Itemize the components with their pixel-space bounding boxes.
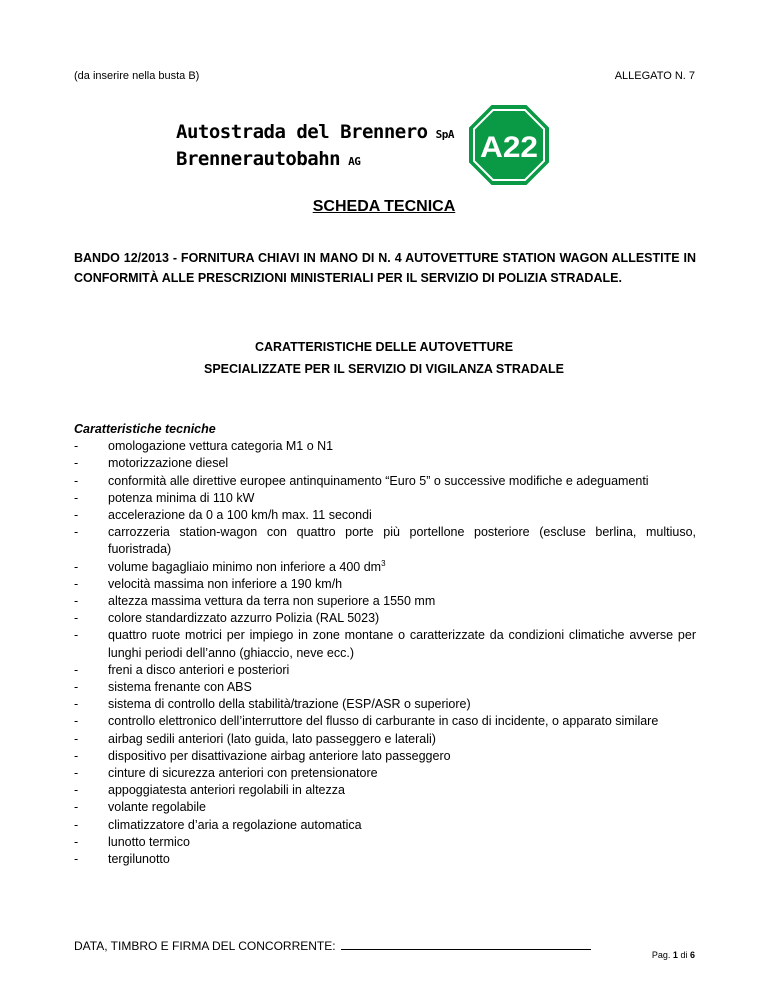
page-title: SCHEDA TECNICA	[312, 198, 456, 215]
spec-list	[74, 438, 696, 868]
spec-item	[74, 473, 696, 490]
spec-item	[74, 731, 696, 748]
spec-text: sistema di controllo della stabilità/trazione (ESP/ASR o superiore)	[108, 697, 471, 712]
spec-item	[74, 713, 696, 730]
spec-item	[74, 799, 696, 816]
spec-item	[74, 438, 696, 455]
spec-bullet: -	[74, 490, 79, 505]
technical-specs	[74, 421, 696, 868]
spec-item	[74, 576, 696, 593]
spec-bullet: -	[74, 439, 79, 454]
section-heading-line2: SPECIALIZZATE PER IL SERVIZIO DI VIGILANZA STRADALE	[204, 362, 564, 376]
spec-bullet: -	[74, 611, 79, 626]
spec-text: lunotto termico	[108, 834, 190, 849]
spec-text: velocità massima non inferiore a 190 km/h	[108, 576, 343, 591]
spec-bullet: -	[74, 628, 79, 643]
spec-text: altezza massima vettura da terra non superiore a 1550 mm	[108, 594, 436, 609]
spec-item	[74, 748, 696, 765]
page-current: 1	[672, 950, 678, 960]
spec-text: motorizzazione diesel	[108, 456, 229, 471]
logo-line-german: Brennerautobahn	[176, 148, 341, 170]
spec-bullet: -	[74, 680, 79, 695]
spec-bullet: -	[74, 852, 79, 867]
spec-bullet: -	[74, 473, 79, 488]
spec-bullet: -	[74, 576, 79, 591]
spec-text: sistema frenante con ABS	[108, 680, 252, 695]
spec-bullet: -	[74, 783, 79, 798]
page-number	[652, 950, 695, 960]
spec-text: climatizzatore d’aria a regolazione automatica	[108, 817, 362, 832]
section-heading-line1: CARATTERISTICHE DELLE AUTOVETTURE	[254, 340, 514, 354]
logo-line-italian: Autostrada del Brennero	[176, 121, 428, 143]
signature-line[interactable]	[341, 939, 591, 950]
company-logo-text	[176, 120, 454, 174]
a22-shield-icon	[468, 104, 550, 186]
spec-text: cinture di sicurezza anteriori con pretensionatore	[108, 766, 378, 781]
spec-item	[74, 679, 696, 696]
spec-item	[74, 490, 696, 507]
spec-bullet: -	[74, 525, 79, 540]
spec-text: dispositivo per disattivazione airbag anteriore lato passeggero	[108, 748, 451, 763]
spec-text: volante regolabile	[108, 800, 206, 815]
volume-unit-superscript: 3	[381, 558, 386, 568]
spec-item	[74, 851, 696, 868]
spec-text: controllo elettronico dell’interruttore del flusso di carburante in caso di incidente, o apparato similare	[108, 714, 659, 729]
logo-suffix-ag: AG	[348, 155, 361, 168]
spec-text: omologazione vettura categoria M1 o N1	[108, 439, 334, 454]
spec-item	[74, 627, 696, 661]
spec-text: volume bagagliaio minimo non inferiore a 400 $dm^3$	[108, 558, 386, 574]
header-attachment-number: ALLEGATO N. 7	[614, 70, 695, 82]
spec-text: accelerazione da 0 a 100 km/h max. 11 secondi	[108, 508, 372, 523]
spec-item	[74, 610, 696, 627]
tender-description: BANDO 12/2013 - FORNITURA CHIAVI IN MANO DI N. 4 AUTOVETTURE STATION WAGON ALLESTITE IN CONFORMITÀ ALLE PRESCRIZIONI MINISTERIALI PER IL SERVIZIO DI POLIZIA STRADALE.	[74, 251, 696, 285]
spec-item	[74, 455, 696, 472]
spec-bullet: -	[74, 508, 79, 523]
spec-bullet: -	[74, 748, 79, 763]
spec-bullet: -	[74, 817, 79, 832]
spec-bullet: -	[74, 766, 79, 781]
specs-heading: Caratteristiche tecniche	[74, 422, 216, 436]
spec-item	[74, 507, 696, 524]
spec-bullet: -	[74, 456, 79, 471]
spec-text: airbag sedili anteriori (lato guida, lato passeggero e laterali)	[108, 731, 436, 746]
spec-item	[74, 782, 696, 799]
spec-bullet: -	[74, 800, 79, 815]
spec-text: colore standardizzato azzurro Polizia (RAL 5023)	[108, 611, 380, 626]
spec-bullet: -	[74, 594, 79, 609]
spec-text: freni a disco anteriori e posteriori	[108, 662, 290, 677]
spec-bullet: -	[74, 731, 79, 746]
spec-text: appoggiatesta anteriori regolabili in altezza	[108, 783, 345, 798]
section-heading	[0, 336, 768, 380]
spec-text: conformità alle direttive europee antinquinamento “Euro 5” o successive modifiche e adeguamenti	[108, 473, 649, 488]
spec-text: potenza minima di 110 kW	[108, 490, 255, 505]
page-separator: di	[680, 950, 688, 960]
spec-text: quattro ruote motrici per impiego in zone montane o caratterizzate da condizioni climatiche avverse per lunghi periodi dell’anno (ghiaccio, neve ecc.)	[108, 628, 696, 660]
spec-text: tergilunotto	[108, 852, 170, 867]
logo-suffix-spa: SpA	[435, 128, 454, 141]
spec-bullet: -	[74, 834, 79, 849]
signature-label: DATA, TIMBRO E FIRMA DEL CONCORRENTE:	[74, 939, 336, 953]
spec-item	[74, 817, 696, 834]
spec-item	[74, 765, 696, 782]
spec-item	[74, 834, 696, 851]
page-total: 6	[689, 950, 695, 960]
spec-bullet: -	[74, 714, 79, 729]
page-prefix: Pag.	[651, 950, 671, 960]
spec-item	[74, 593, 696, 610]
spec-bullet: -	[74, 662, 79, 677]
spec-item	[74, 559, 696, 576]
spec-item	[74, 662, 696, 679]
shield-label: A22	[480, 131, 538, 164]
spec-text: carrozzeria station-wagon con quattro porte più portellone posteriore (escluse berlina, multiuso, fuoristrada)	[108, 525, 696, 557]
signature-footer	[74, 939, 591, 953]
header-left-note: (da inserire nella busta B)	[74, 70, 200, 82]
spec-item	[74, 524, 696, 558]
spec-item	[74, 696, 696, 713]
spec-bullet: -	[74, 697, 79, 712]
spec-bullet: -	[74, 559, 79, 574]
